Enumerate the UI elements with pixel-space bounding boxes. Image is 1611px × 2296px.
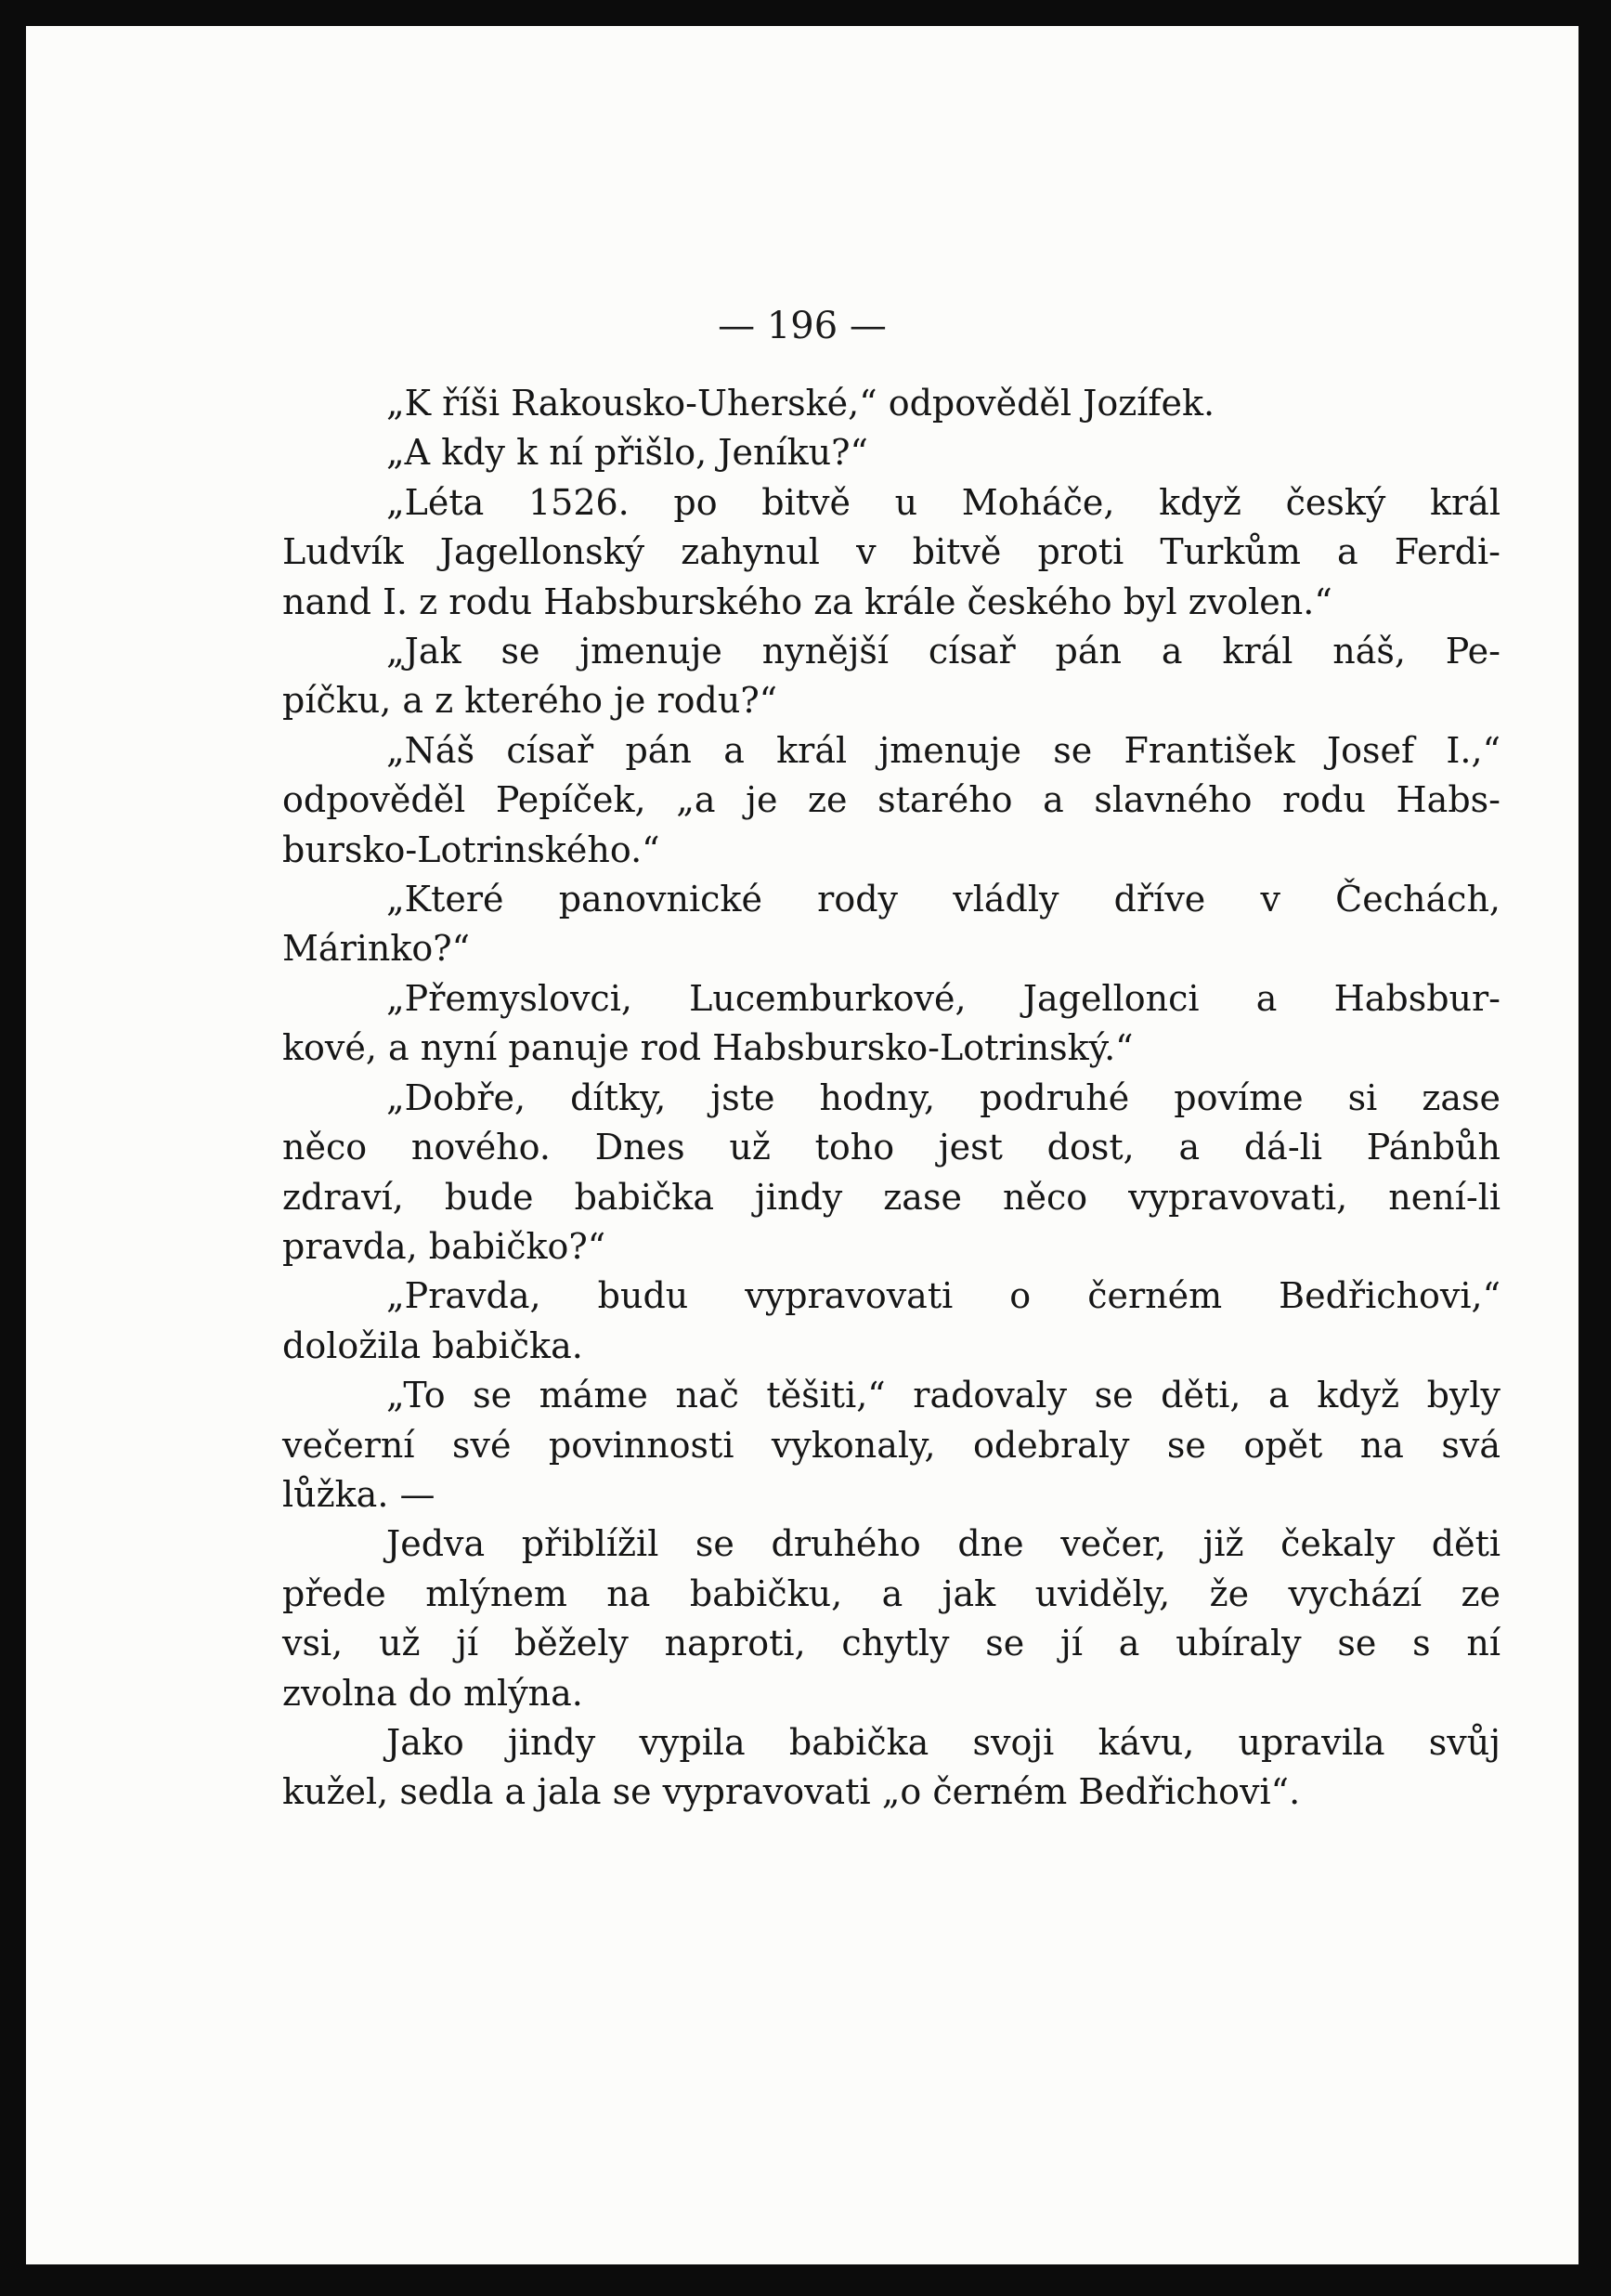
text-line: „Přemyslovci, Lucemburkové, Jagellonci a Habsbur-	[386, 977, 1501, 1019]
scan-edge	[1579, 0, 1611, 2296]
text-line: „Jak se jmenuje nynější císař pán a král náš, Pe-	[386, 631, 1501, 672]
text-line: „Pravda, budu vypravovati o černém Bedřichovi,“	[386, 1275, 1501, 1317]
text-line: „Které panovnické rody vládly dříve v Čechách,	[386, 879, 1501, 920]
text-line: něco nového. Dnes už toho jest dost, a dá-li Pánbůh	[282, 1127, 1501, 1168]
text-line: „Náš císař pán a král jmenuje se František Josef I.,“	[386, 729, 1501, 771]
page-number: — 196 —	[718, 305, 887, 347]
text-line: kužel, sedla a jala se vypravovati „o černém Bedřichovi“.	[282, 1771, 1301, 1813]
text-line: odpověděl Pepíček, „a je ze starého a slavného rodu Habs-	[282, 779, 1501, 821]
body-text	[282, 379, 1501, 1818]
text-line: doložila babička.	[282, 1324, 583, 1366]
text-line: večerní své povinnosti vykonaly, odebraly se opět na svá	[282, 1424, 1501, 1466]
text-line: „Dobře, dítky, jste hodny, podruhé povíme si zase	[386, 1076, 1501, 1118]
text-line: nand I. z rodu Habsburského za krále českého byl zvolen.“	[282, 581, 1332, 622]
text-line: pravda, babičko?“	[282, 1225, 606, 1267]
text-line: vsi, už jí běžely naproti, chytly se jí a ubíraly se s ní	[282, 1623, 1501, 1664]
text-line: zdraví, bude babička jindy zase něco vypravovati, není-li	[282, 1176, 1501, 1218]
text-line: lůžka. —	[282, 1473, 435, 1515]
text-line: „Léta 1526. po bitvě u Moháče, když český král	[386, 481, 1501, 523]
text-line: Márinko?“	[282, 928, 471, 970]
text-line: Jako jindy vypila babička svoji kávu, upravila svůj	[386, 1721, 1501, 1763]
text-line: Jedva přiblížil se druhého dne večer, již čekaly děti	[386, 1523, 1501, 1565]
text-line: píčku, a z kterého je rodu?“	[282, 680, 778, 722]
text-line: zvolna do mlýna.	[282, 1672, 583, 1714]
text-line: Ludvík Jagellonský zahynul v bitvě proti Turkům a Ferdi-	[282, 531, 1501, 573]
book-page	[26, 26, 1579, 2264]
text-line: „To se máme nač těšiti,“ radovaly se děti, a když byly	[386, 1375, 1501, 1416]
text-line: přede mlýnem na babičku, a jak uviděly, že vychází ze	[282, 1572, 1501, 1614]
text-line: kové, a nyní panuje rod Habsbursko-Lotrinský.“	[282, 1027, 1134, 1069]
text-line: „K říši Rakousko-Uherské,“ odpověděl Jozífek.	[386, 383, 1215, 424]
text-line: „A kdy k ní přišlo, Jeníku?“	[386, 432, 868, 474]
text-line: bursko-Lotrinského.“	[282, 828, 660, 870]
